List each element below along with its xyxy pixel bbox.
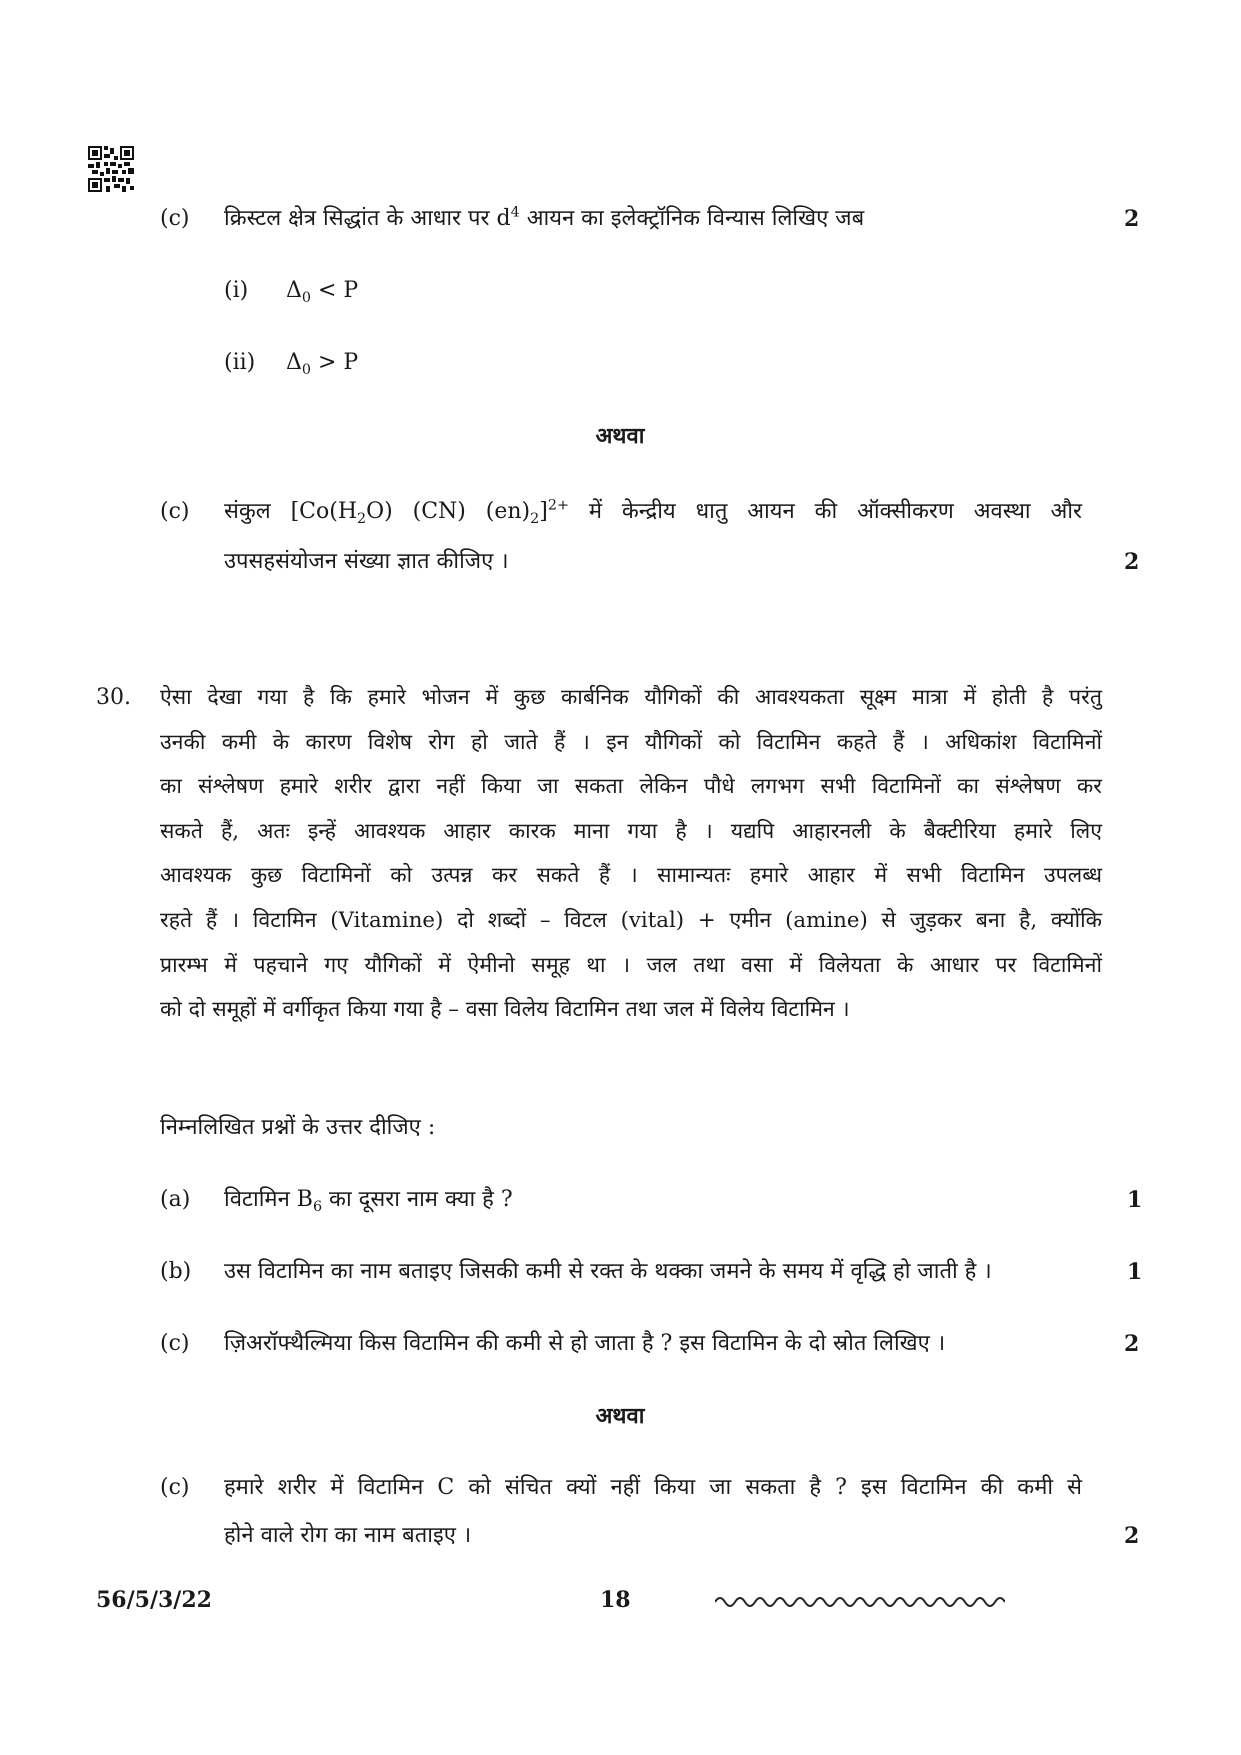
or-heading-1: अथवा bbox=[595, 423, 645, 449]
q30c-marks: 2 bbox=[1124, 1331, 1140, 1357]
passage-line: का संश्लेषण हमारे शरीर द्वारा नहीं किया जा सकता लेकिन पौधे लगभग सभी विटामिनों का संश्लेषण कर bbox=[160, 774, 1102, 800]
subscript: 2 bbox=[357, 511, 367, 527]
q29c-or-line1 bbox=[224, 497, 1082, 527]
qr-code-icon bbox=[88, 146, 134, 192]
q30c-or-marks: 2 bbox=[1124, 1523, 1140, 1549]
q30c-label: (c) bbox=[160, 1331, 190, 1356]
or-heading-2: अथवा bbox=[595, 1403, 645, 1429]
relation-text: > P bbox=[311, 350, 359, 375]
q30b-text: उस विटामिन का नाम बताइए जिसकी कमी से रक्त के थक्का जमने के समय में वृद्धि हो जाती है । bbox=[224, 1259, 992, 1284]
q29c-sub-i-text bbox=[286, 276, 358, 306]
q29c-sub-i-label: (i) bbox=[224, 278, 249, 303]
q29c-or-marks: 2 bbox=[1124, 549, 1140, 575]
wavy-line-decoration bbox=[715, 1594, 1005, 1610]
passage-line: ऐसा देखा गया है कि हमारे भोजन में कुछ कार्बनिक यौगिकों की आवश्यकता सूक्ष्म मात्रा में होती है परंतु bbox=[160, 685, 1102, 710]
superscript: 2+ bbox=[547, 497, 569, 514]
q29c-text-b: आयन का इलेक्ट्रॉनिक विन्यास लिखिए जब bbox=[519, 206, 865, 231]
q30a-marks: 1 bbox=[1127, 1187, 1143, 1213]
q29c-marks: 2 bbox=[1124, 206, 1140, 232]
q30c-text: ज़िअरॉफ्थैल्मिया किस विटामिन की कमी से हो जाता है ? इस विटामिन के दो स्रोत लिखिए । bbox=[224, 1331, 946, 1356]
q30-passage bbox=[160, 676, 1102, 1033]
q29c-sub-ii-label: (ii) bbox=[224, 350, 256, 375]
delta-symbol: Δ bbox=[286, 350, 302, 375]
paper-code: 56/5/3/22 bbox=[96, 1587, 212, 1613]
q30a-text-a: विटामिन B bbox=[224, 1187, 313, 1212]
q30c-or-label: (c) bbox=[160, 1475, 190, 1500]
passage-line: प्रारम्भ में पहचाने गए यौगिकों में ऐमीनो समूह था । जल तथा वसा में विलेयता के आधार पर विटामिनों bbox=[160, 952, 1102, 978]
q29c-sub-ii-text bbox=[286, 348, 358, 378]
page-number: 18 bbox=[600, 1587, 631, 1613]
q29c-or-l1-c: ] bbox=[539, 499, 548, 524]
q30b-label: (b) bbox=[160, 1259, 192, 1284]
q29c-label: (c) bbox=[160, 206, 190, 231]
q30a-text bbox=[224, 1185, 513, 1215]
relation-text: < P bbox=[311, 278, 359, 303]
q29c-or-label: (c) bbox=[160, 499, 190, 524]
q30a-text-b: का दूसरा नाम क्या है ? bbox=[322, 1187, 513, 1212]
q29c-or-l1-a: संकुल [Co(H bbox=[224, 499, 358, 524]
passage-line: आवश्यक कुछ विटामिनों को उत्पन्न कर सकते हैं । सामान्यतः हमारे आहार में सभी विटामिन उपलब्ध bbox=[160, 863, 1102, 889]
passage-line: सकते हैं, अतः इन्हें आवश्यक आहार कारक माना गया है । यद्यपि आहारनली के बैक्टीरिया हमारे लिए bbox=[160, 818, 1102, 844]
q30c-or-line2: होने वाले रोग का नाम बताइए । bbox=[224, 1523, 472, 1548]
delta-symbol: Δ bbox=[286, 278, 302, 303]
q30b-marks: 1 bbox=[1127, 1259, 1143, 1285]
subscript: 2 bbox=[530, 511, 540, 527]
q29c-or-l1-d: में केन्द्रीय धातु आयन की ऑक्सीकरण अवस्था और bbox=[568, 499, 1083, 524]
q29c-text bbox=[224, 204, 864, 234]
delta-subscript: 0 bbox=[301, 290, 311, 306]
q29c-sup: 4 bbox=[510, 204, 520, 221]
delta-subscript: 0 bbox=[301, 362, 311, 378]
q30-instruction: निम्नलिखित प्रश्नों के उत्तर दीजिए : bbox=[160, 1115, 436, 1140]
q30c-or-line1: हमारे शरीर में विटामिन C को संचित क्यों नहीं किया जा सकता है ? इस विटामिन की कमी से bbox=[224, 1475, 1082, 1500]
q30-number: 30. bbox=[96, 685, 131, 710]
q29c-or-line2: उपसहसंयोजन संख्या ज्ञात कीजिए । bbox=[224, 549, 509, 574]
passage-line: उनकी कमी के कारण विशेष रोग हो जाते हैं । इन यौगिकों को विटामिन कहते हैं । अधिकांश विटामिनों bbox=[160, 729, 1102, 755]
q29c-text-a: क्रिस्टल क्षेत्र सिद्धांत के आधार पर d bbox=[224, 206, 511, 231]
q30a-label: (a) bbox=[160, 1187, 191, 1212]
passage-line: को दो समूहों में वर्गीकृत किया गया है – वसा विलेय विटामिन तथा जल में विलेय विटामिन । bbox=[160, 997, 850, 1023]
passage-line: रहते हैं । विटामिन (Vitamine) दो शब्दों – विटल (vital) + एमीन (amine) से जुड़कर बना है, क्योंकि bbox=[160, 907, 1102, 933]
q29c-or-l1-b: O) (CN) (en) bbox=[366, 499, 531, 524]
subscript: 6 bbox=[312, 1199, 323, 1215]
